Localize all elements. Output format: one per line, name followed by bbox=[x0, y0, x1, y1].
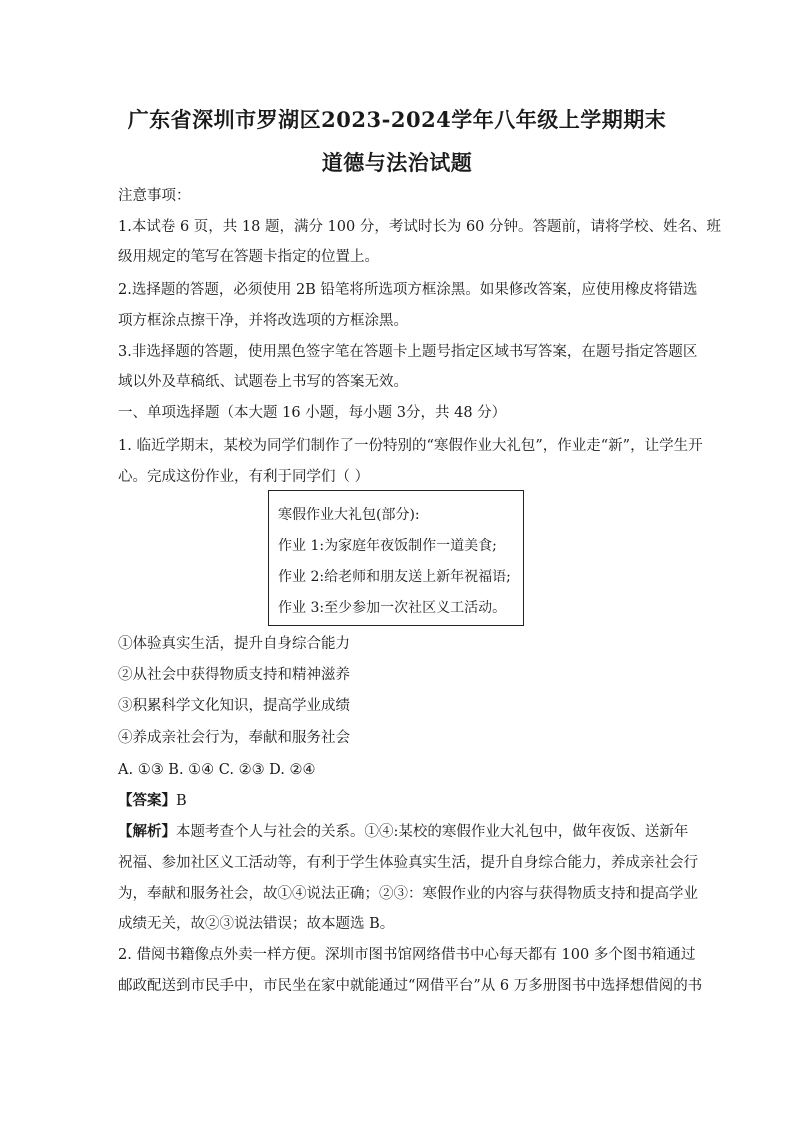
analysis-line bbox=[118, 822, 689, 842]
statement: ②从社会中获得物质支持和精神滋养 bbox=[118, 667, 350, 683]
analysis-line: 为，奉献和服务社会，故①④说法正确；②③：寒假作业的内容与获得物质支持和提高学业 bbox=[118, 886, 698, 902]
answer-line bbox=[118, 791, 683, 811]
notice-line: 3.非选择题的答题，使用黑色签字笔在答题卡上题号指定区域书写答案，在题号指定答题区 bbox=[118, 344, 698, 360]
question-stem: 1. 临近学期末，某校为同学们制作了一份特别的“寒假作业大礼包”，作业走“新”，让学生开 bbox=[118, 438, 703, 454]
box-line: 作业 3:至少参加一次社区义工活动。 bbox=[278, 600, 507, 616]
analysis-line: 成绩无关，故②③说法错误；故本题选 B。 bbox=[118, 916, 395, 932]
box-line: 作业 1:为家庭年夜饭制作一道美食; bbox=[278, 538, 497, 554]
question-stem: 2. 借阅书籍像点外卖一样方便。深圳市图书馆网络借书中心每天都有 100 多个图书箱通过 bbox=[118, 947, 696, 963]
statement: ①体验真实生活，提升自身综合能力 bbox=[118, 636, 350, 652]
question-stem: 邮政配送到市民手中，市民坐在家中就能通过“网借平台”从 6 万多册图书中选择想借阅的书 bbox=[118, 978, 703, 994]
homework-box bbox=[268, 490, 524, 626]
notice-line: 域以外及草稿纸、试题卷上书写的答案无效。 bbox=[118, 374, 408, 390]
question-stem: 心。完成这份作业，有利于同学们（ ） bbox=[118, 469, 370, 485]
box-line: 寒假作业大礼包(部分): bbox=[278, 507, 420, 523]
analysis-text: 本题考查个人与社会的关系。①④:某校的寒假作业大礼包中，做年夜饭、送新年 bbox=[176, 824, 689, 840]
notice-heading: 注意事项： bbox=[118, 188, 191, 204]
exam-title: 广东省深圳市罗湖区2023-2024学年八年级上学期期末 bbox=[127, 107, 667, 132]
statement: ④养成亲社会行为，奉献和服务社会 bbox=[118, 730, 350, 746]
notice-line: 级用规定的笔写在答题卡指定的位置上。 bbox=[118, 249, 379, 265]
analysis-tag: 【解析】 bbox=[118, 823, 176, 840]
notice-line: 1.本试卷 6 页，共 18 题，满分 100 分，考试时长为 60 分钟。答题前，请将学校、姓名、班 bbox=[118, 219, 722, 235]
exam-subtitle: 道德与法治试题 bbox=[321, 150, 473, 175]
answer-tag: 【答案】 bbox=[118, 792, 176, 809]
answer-value: B bbox=[176, 793, 187, 809]
notice-line: 项方框涂点擦干净，并将改选项的方框涂黑。 bbox=[118, 313, 408, 329]
statement: ③积累科学文化知识，提高学业成绩 bbox=[118, 698, 350, 714]
answer-options: A. ①③ B. ①④ C. ②③ D. ②④ bbox=[118, 762, 316, 778]
notice-line: 2.选择题的答题，必须使用 2B 铅笔将所选项方框涂黑。如果修改答案，应使用橡皮将错选 bbox=[118, 282, 698, 298]
section-heading: 一、单项选择题（本大题 16 小题，每小题 3分，共 48 分） bbox=[118, 405, 507, 421]
box-line: 作业 2:给老师和朋友送上新年祝福语; bbox=[278, 569, 511, 585]
analysis-line: 祝福、参加社区义工活动等，有利于学生体验真实生活，提升自身综合能力，养成亲社会行 bbox=[118, 855, 698, 871]
